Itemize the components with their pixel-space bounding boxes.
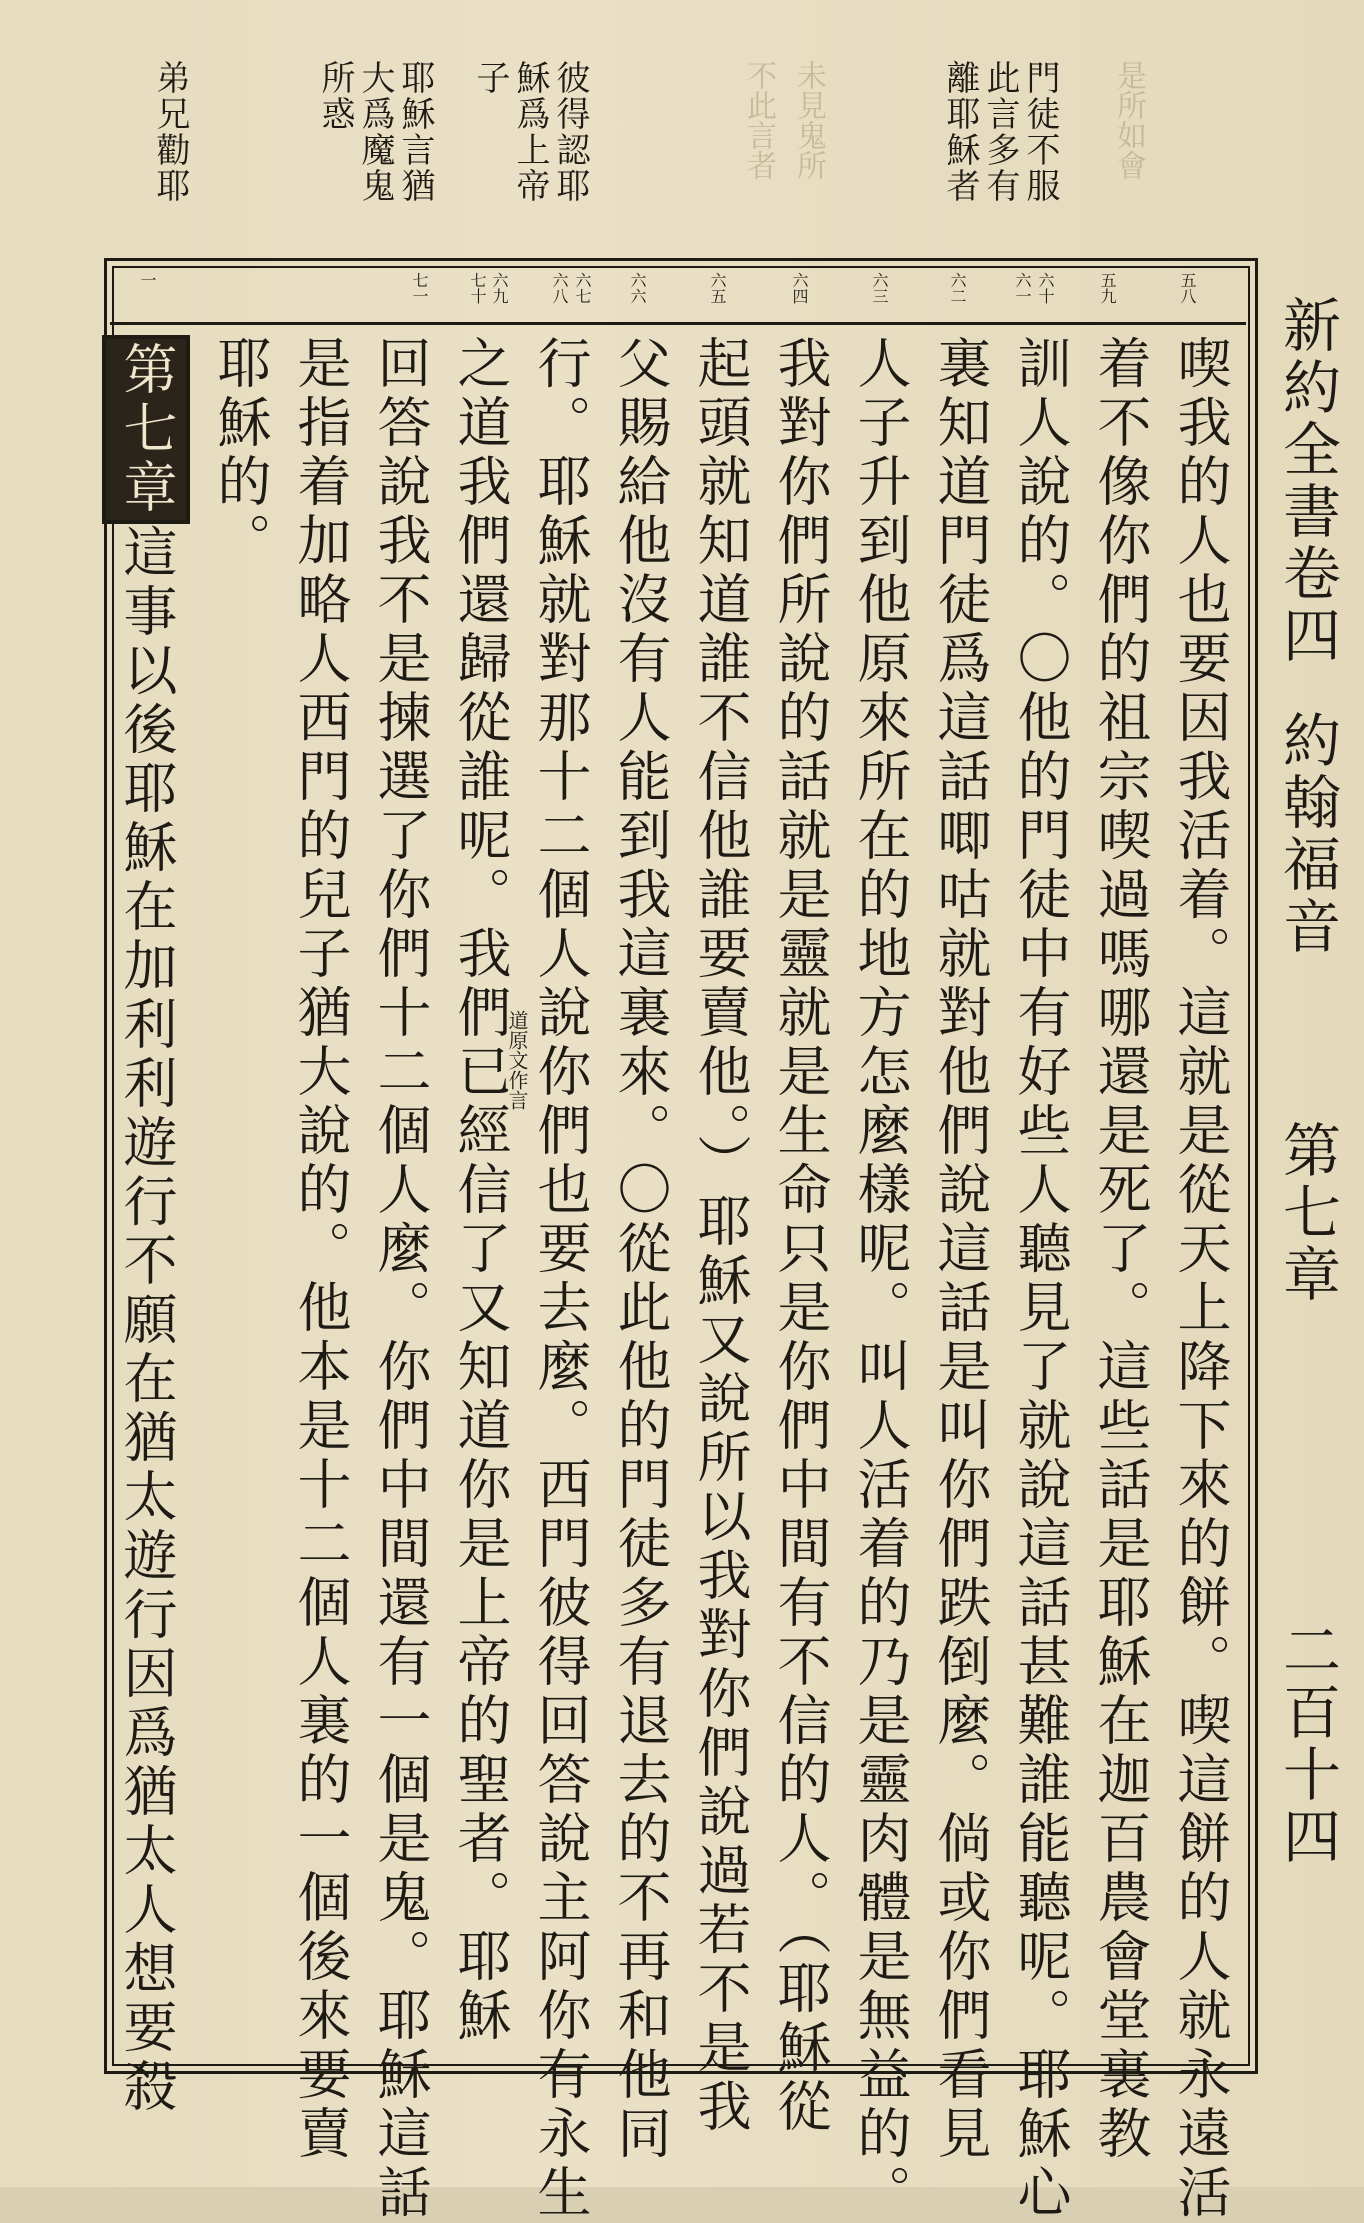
margin-note: 彼得認耶 <box>550 60 590 204</box>
text-column: 行。耶穌就對那十二個人說你們也要去麼。西門彼得回答說主阿你有永生 <box>529 335 592 2223</box>
chapter-start-column <box>110 335 190 2117</box>
margin-note: 大爲魔鬼 <box>355 60 395 204</box>
margin-note: 子 <box>470 60 510 96</box>
margin-note: 此言多有 <box>980 60 1020 204</box>
text-column: 起頭就知道誰不信他誰要賣他。）耶穌又說所以我對你們說過若不是我 <box>689 335 752 2137</box>
text-column: 我對你們所說的話就是靈就是生命只是你們中間有不信的人。（耶穌從 <box>769 335 832 2137</box>
margin-note: 離耶穌者 <box>940 60 980 204</box>
margin-note: 門徒不服 <box>1020 60 1060 204</box>
text-column: 回答說我不是揀選了你們十二個人麼。你們中間還有一個是鬼。耶穌這話 <box>369 335 432 2223</box>
margin-note: 弟兄勸耶 <box>150 60 190 204</box>
page-number: 二百十四 <box>1273 1620 1341 1868</box>
margin-note: 耶穌言猶 <box>395 60 435 204</box>
book-title: 新約全書卷四 <box>1273 295 1341 667</box>
chapter-start-text: 這事以後耶穌在加利利遊行不願在猶太遊行因爲猶太人想要殺 <box>115 524 178 2117</box>
verse-number: 六四 <box>790 272 809 304</box>
verse-number: 六七 <box>573 272 592 304</box>
bleed-through-text: 未見鬼所 <box>791 60 826 180</box>
verse-number: 七十 <box>468 272 487 304</box>
verse-number: 六五 <box>708 272 727 304</box>
verse-number: 六十 <box>1036 272 1055 304</box>
verse-number: 五九 <box>1098 272 1117 304</box>
verse-number: 六一 <box>1013 272 1032 304</box>
verse-number-row <box>110 264 1246 325</box>
text-column: 裏知道門徒爲這話唧咕就對他們說這話是叫你們跌倒麼。倘或你們看見 <box>929 335 992 2164</box>
verse-number: 六六 <box>628 272 647 304</box>
text-column: 父賜給他沒有人能到我這裏來。〇從此他的門徒多有退去的不再和他同 <box>609 335 672 2164</box>
text-column: 是指着加略人西門的兒子猶大說的。他本是十二個人裏的一個後來要賣 <box>289 335 352 2164</box>
gospel-title: 約翰福音 <box>1273 710 1341 958</box>
chapter-heading: 第七章 <box>1273 1120 1341 1306</box>
margin-notes <box>150 50 1060 250</box>
margin-note: 所惑 <box>315 60 355 132</box>
text-column: 訓人說的。〇他的門徒中有好些人聽見了就說這話甚難誰能聽呢。耶穌心 <box>1009 335 1072 2223</box>
verse-number: 五八 <box>1178 272 1197 304</box>
text-column: 之道我們還歸從誰呢。我們已經信了又知道你是上帝的聖者。耶穌 <box>449 335 512 2046</box>
verse-number: 六三 <box>870 272 889 304</box>
text-column: 着不像你們的祖宗喫過嗎哪還是死了。這些話是耶穌在迦百農會堂裏教 <box>1089 335 1152 2164</box>
text-column: 人子升到他原來所在的地方怎麼樣呢。叫人活着的乃是靈肉體是無益的。 <box>849 335 912 2223</box>
inline-note: 道原文作言 <box>505 1010 529 1110</box>
chapter-start-label: 第七章 <box>102 335 190 524</box>
verse-number: 六八 <box>550 272 569 304</box>
margin-note: 穌爲上帝 <box>510 60 550 204</box>
scripture-body <box>115 335 1240 2223</box>
bleed-through-text: 不此言者 <box>741 60 776 180</box>
verse-number: 七一 <box>410 272 429 304</box>
bleed-through-text: 是所如會 <box>1111 60 1146 180</box>
text-column: 耶穌的。 <box>209 335 272 571</box>
text-column: 喫我的人也要因我活着。這就是從天上降下來的餅。喫這餅的人就永遠活 <box>1169 335 1232 2223</box>
verse-number: 一 <box>138 272 157 288</box>
verse-number: 六二 <box>948 272 967 304</box>
verse-number: 六九 <box>490 272 509 304</box>
